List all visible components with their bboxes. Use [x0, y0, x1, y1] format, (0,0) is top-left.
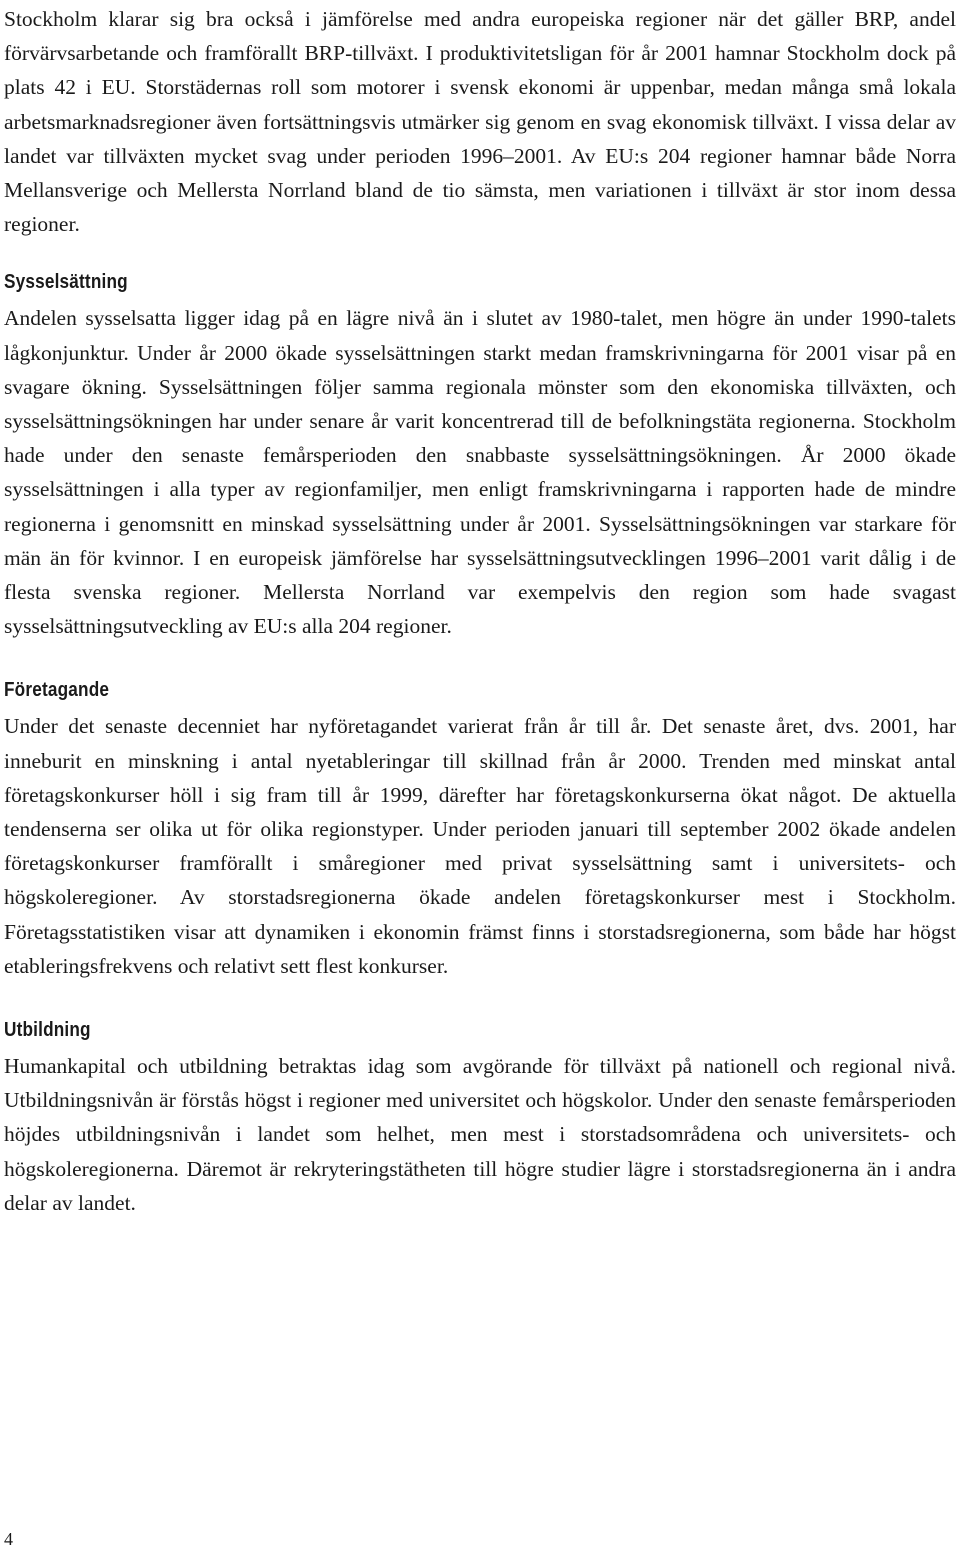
business-paragraph: Under det senaste decenniet har nyföretagandet varierat från år till år. Det senaste året, dvs. 2001, har inneburit en minskning i antal nyetableringar till skillnad från år 2000. Trenden med minskat antal företagskonkurser höll i sig fram till år 1999, därefter har företagskonkurserna ökat något. De aktuella tendenserna ser olika ut för olika regionstyper. Under perioden januari till september 2002 ökade andelen företagskonkurser framförallt i småregioner med privat sysselsättning samt i universitets- och högskoleregioner. Av storstadsregionerna ökade andelen företagskonkurser mest i Stockholm. Företagsstatistiken visar att dynamiken i ekonomin främst finns i storstadsregionerna, som både har högst etableringsfrekvens och relativt sett flest konkurser. — [4, 714, 956, 978]
section-heading-business: Företagande — [4, 679, 110, 702]
document-page — [4, 0, 956, 1220]
page-number: 4 — [4, 1529, 13, 1549]
intro-paragraph: Stockholm klarar sig bra också i jämförelse med andra europeiska regioner när det gäller BRP, andel förvärvsarbetande och framförallt BRP-tillväxt. I produktivitetsligan för år 2001 hamnar Stockholm dock på plats 42 i EU. Storstädernas roll som motorer i svensk ekonomi är uppenbar, medan många små lokala arbetsmarknadsregioner även fortsättningsvis utmärker sig genom en svag ekonomisk tillväxt. I vissa delar av landet var tillväxten mycket svag under perioden 1996–2001. Av EU:s 204 regioner hamnar både Norra Mellansverige och Mellersta Norrland bland de tio sämsta, men variationen i tillväxt är stor inom dessa regioner. — [4, 7, 956, 237]
employment-paragraph: Andelen sysselsatta ligger idag på en lägre nivå än i slutet av 1980-talet, men högre än under 1990-talets lågkonjunktur. Under år 2000 ökade sysselsättningen starkt medan framskrivningarna för 2001 visar på en svagare ökning. Sysselsättningen följer samma regionala mönster som den ekonomiska tillväxten, och sysselsättningsökningen har under senare år varit koncentrerad till de befolkningstäta regionerna. Stockholm hade under den senaste femårsperioden den snabbaste sysselsättningsökningen. År 2000 ökade sysselsättningen i alla typer av regionfamiljer, men enligt framskrivningarna i rapporten hade de mindre regionerna i genomsnitt en minskad sysselsättning under år 2001. Sysselsättningsökningen var starkare för män än för kvinnor. I en europeisk jämförelse har sysselsättningsutvecklingen 1996–2001 varit dålig i de flesta svenska regioner. Mellersta Norrland var exempelvis den region som hade svagast sysselsättningsutveckling av EU:s alla 204 regioner. — [4, 306, 956, 639]
section-heading-employment: Sysselsättning — [4, 271, 128, 294]
section-heading-education: Utbildning — [4, 1019, 91, 1042]
education-paragraph: Humankapital och utbildning betraktas idag som avgörande för tillväxt på nationell och regional nivå. Utbildningsnivån är förstås högst i regioner med universitet och högskolor. Under den senaste femårsperioden höjdes utbildningsnivån i landet som helhet, men mest i storstadsområdena och universitets- och högskoleregionerna. Däremot är rekryteringstätheten till högre studier lägre i storstadsregionerna än i andra delar av landet. — [4, 1054, 956, 1215]
